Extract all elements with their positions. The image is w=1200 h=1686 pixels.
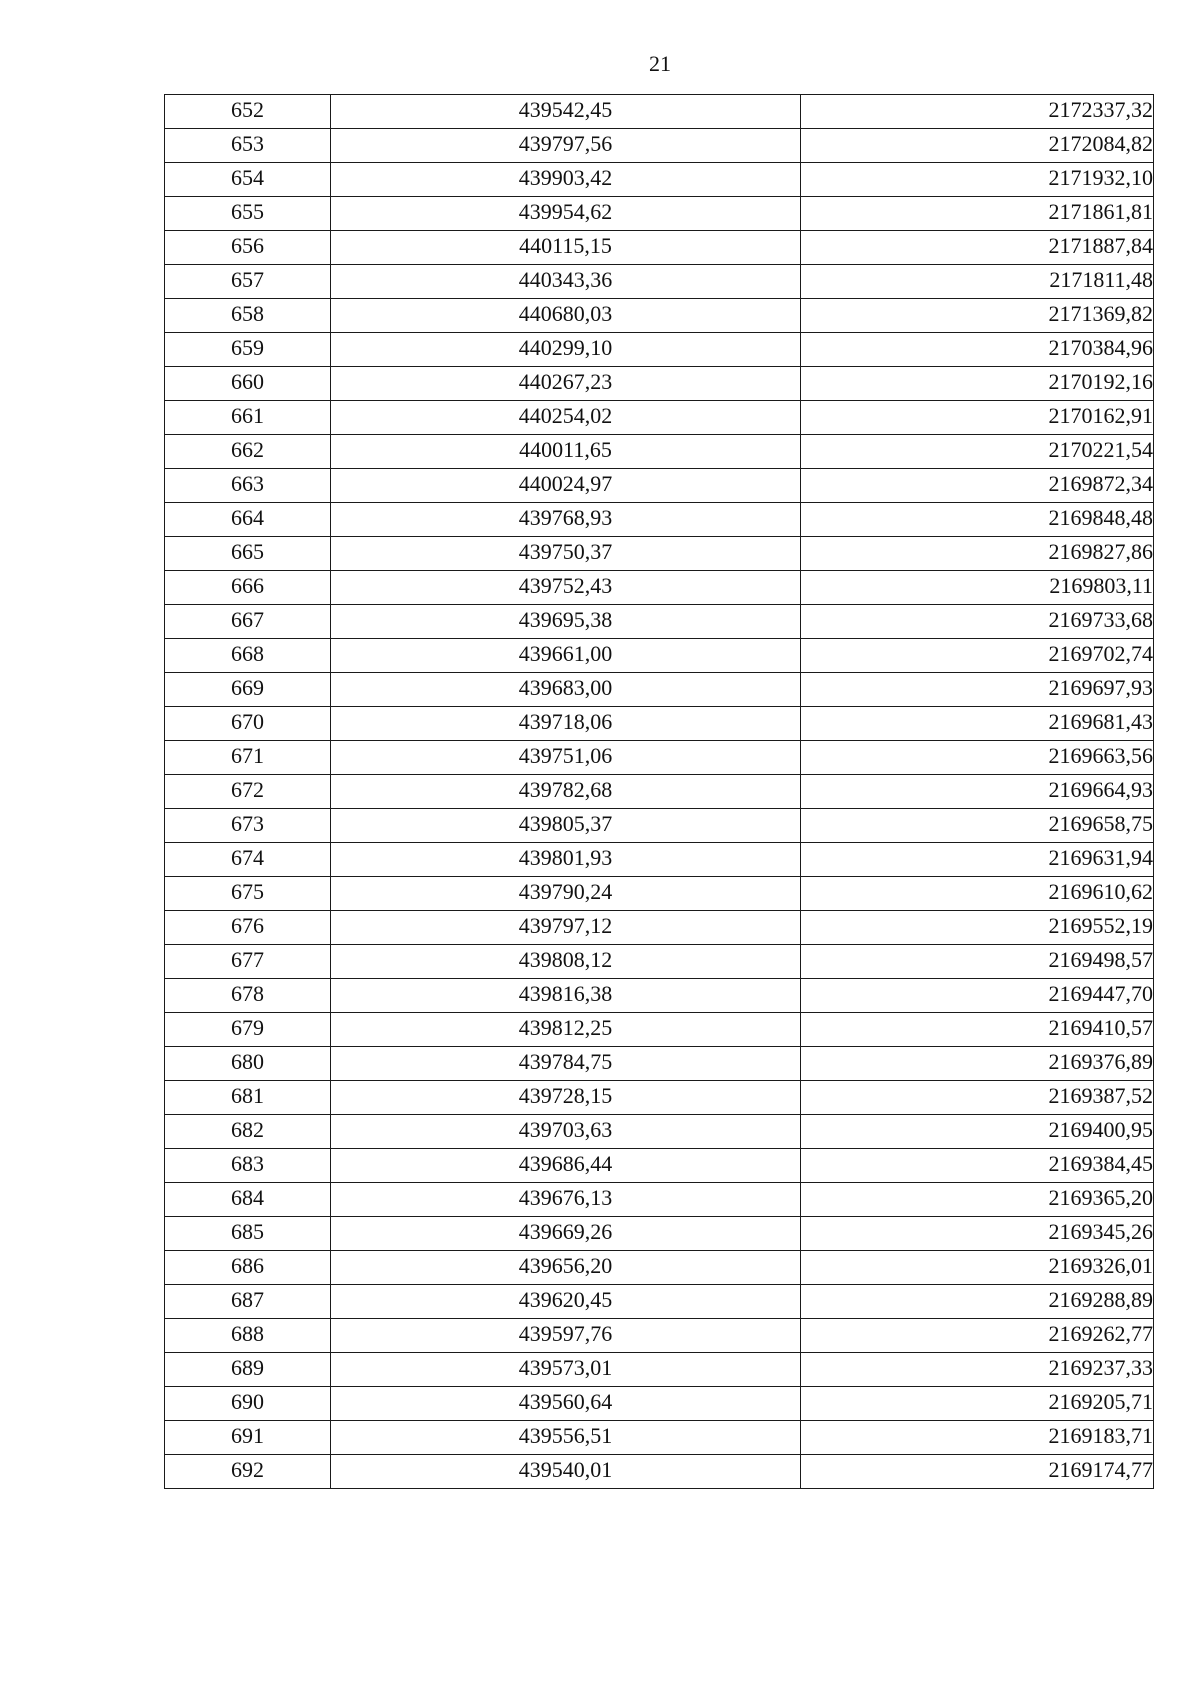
x-coordinate-cell: 439768,93 [331,503,801,537]
x-coordinate-cell: 439686,44 [331,1149,801,1183]
y-coordinate-cell: 2169664,93 [801,775,1154,809]
x-coordinate-cell: 440115,15 [331,231,801,265]
y-coordinate-cell: 2169631,94 [801,843,1154,877]
table-row [165,435,1154,469]
y-coordinate-cell: 2169345,26 [801,1217,1154,1251]
x-coordinate-cell: 439751,06 [331,741,801,775]
x-coordinate-cell: 439560,64 [331,1387,801,1421]
point-number-cell: 665 [165,537,331,571]
x-coordinate-cell: 439816,38 [331,979,801,1013]
x-coordinate-cell: 440011,65 [331,435,801,469]
y-coordinate-cell: 2169376,89 [801,1047,1154,1081]
point-number-cell: 671 [165,741,331,775]
y-coordinate-cell: 2169697,93 [801,673,1154,707]
point-number-cell: 690 [165,1387,331,1421]
table-row [165,1421,1154,1455]
point-number-cell: 672 [165,775,331,809]
x-coordinate-cell: 439661,00 [331,639,801,673]
point-number-cell: 685 [165,1217,331,1251]
y-coordinate-cell: 2169410,57 [801,1013,1154,1047]
y-coordinate-cell: 2170162,91 [801,401,1154,435]
y-coordinate-cell: 2169237,33 [801,1353,1154,1387]
point-number-cell: 682 [165,1115,331,1149]
x-coordinate-cell: 439683,00 [331,673,801,707]
x-coordinate-cell: 440024,97 [331,469,801,503]
x-coordinate-cell: 439676,13 [331,1183,801,1217]
table-row [165,1285,1154,1319]
point-number-cell: 667 [165,605,331,639]
point-number-cell: 686 [165,1251,331,1285]
point-number-cell: 692 [165,1455,331,1489]
point-number-cell: 653 [165,129,331,163]
x-coordinate-cell: 440680,03 [331,299,801,333]
point-number-cell: 673 [165,809,331,843]
y-coordinate-cell: 2169387,52 [801,1081,1154,1115]
table-row [165,129,1154,163]
table-row [165,979,1154,1013]
point-number-cell: 662 [165,435,331,469]
x-coordinate-cell: 439903,42 [331,163,801,197]
page-number: 21 [649,51,671,76]
x-coordinate-cell: 439801,93 [331,843,801,877]
x-coordinate-cell: 439805,37 [331,809,801,843]
table-row [165,333,1154,367]
table-row [165,843,1154,877]
y-coordinate-cell: 2172084,82 [801,129,1154,163]
point-number-cell: 678 [165,979,331,1013]
point-number-cell: 674 [165,843,331,877]
x-coordinate-cell: 439695,38 [331,605,801,639]
table-row [165,469,1154,503]
table-row [165,1319,1154,1353]
x-coordinate-cell: 439728,15 [331,1081,801,1115]
table-row [165,1047,1154,1081]
point-number-cell: 683 [165,1149,331,1183]
x-coordinate-cell: 439597,76 [331,1319,801,1353]
y-coordinate-cell: 2169288,89 [801,1285,1154,1319]
y-coordinate-cell: 2169658,75 [801,809,1154,843]
x-coordinate-cell: 439540,01 [331,1455,801,1489]
table-row [165,299,1154,333]
x-coordinate-cell: 440267,23 [331,367,801,401]
x-coordinate-cell: 439656,20 [331,1251,801,1285]
x-coordinate-cell: 439620,45 [331,1285,801,1319]
point-number-cell: 669 [165,673,331,707]
y-coordinate-cell: 2169872,34 [801,469,1154,503]
table-row [165,1217,1154,1251]
x-coordinate-cell: 439752,43 [331,571,801,605]
x-coordinate-cell: 439954,62 [331,197,801,231]
point-number-cell: 676 [165,911,331,945]
point-number-cell: 657 [165,265,331,299]
table-row [165,1013,1154,1047]
point-number-cell: 660 [165,367,331,401]
y-coordinate-cell: 2169205,71 [801,1387,1154,1421]
table-row [165,673,1154,707]
point-number-cell: 681 [165,1081,331,1115]
x-coordinate-cell: 439718,06 [331,707,801,741]
point-number-cell: 663 [165,469,331,503]
point-number-cell: 670 [165,707,331,741]
y-coordinate-cell: 2169498,57 [801,945,1154,979]
table-row [165,707,1154,741]
y-coordinate-cell: 2169400,95 [801,1115,1154,1149]
y-coordinate-cell: 2170192,16 [801,367,1154,401]
y-coordinate-cell: 2169384,45 [801,1149,1154,1183]
y-coordinate-cell: 2169262,77 [801,1319,1154,1353]
table-row [165,877,1154,911]
table-row [165,605,1154,639]
x-coordinate-cell: 439782,68 [331,775,801,809]
point-number-cell: 684 [165,1183,331,1217]
x-coordinate-cell: 440299,10 [331,333,801,367]
y-coordinate-cell: 2169663,56 [801,741,1154,775]
y-coordinate-cell: 2171811,48 [801,265,1154,299]
x-coordinate-cell: 439812,25 [331,1013,801,1047]
table-row [165,231,1154,265]
point-number-cell: 680 [165,1047,331,1081]
table-row [165,1149,1154,1183]
y-coordinate-cell: 2171861,81 [801,197,1154,231]
point-number-cell: 661 [165,401,331,435]
table-row [165,163,1154,197]
table-row [165,95,1154,129]
point-number-cell: 668 [165,639,331,673]
table-row [165,639,1154,673]
x-coordinate-cell: 439790,24 [331,877,801,911]
y-coordinate-cell: 2169702,74 [801,639,1154,673]
coordinates-table-body [165,95,1154,1489]
table-row [165,809,1154,843]
y-coordinate-cell: 2169610,62 [801,877,1154,911]
y-coordinate-cell: 2169365,20 [801,1183,1154,1217]
table-row [165,1081,1154,1115]
point-number-cell: 654 [165,163,331,197]
y-coordinate-cell: 2170384,96 [801,333,1154,367]
y-coordinate-cell: 2172337,32 [801,95,1154,129]
point-number-cell: 666 [165,571,331,605]
table-row [165,1387,1154,1421]
y-coordinate-cell: 2171887,84 [801,231,1154,265]
y-coordinate-cell: 2171369,82 [801,299,1154,333]
y-coordinate-cell: 2169827,86 [801,537,1154,571]
y-coordinate-cell: 2169183,71 [801,1421,1154,1455]
table-row [165,1251,1154,1285]
coordinates-table [164,94,1154,1489]
x-coordinate-cell: 440343,36 [331,265,801,299]
table-row [165,571,1154,605]
table-row [165,401,1154,435]
table-row [165,911,1154,945]
table-row [165,1353,1154,1387]
point-number-cell: 691 [165,1421,331,1455]
table-row [165,367,1154,401]
table-row [165,503,1154,537]
point-number-cell: 656 [165,231,331,265]
point-number-cell: 664 [165,503,331,537]
point-number-cell: 659 [165,333,331,367]
point-number-cell: 689 [165,1353,331,1387]
table-row [165,537,1154,571]
point-number-cell: 655 [165,197,331,231]
y-coordinate-cell: 2169848,48 [801,503,1154,537]
point-number-cell: 679 [165,1013,331,1047]
y-coordinate-cell: 2169174,77 [801,1455,1154,1489]
x-coordinate-cell: 439797,56 [331,129,801,163]
point-number-cell: 675 [165,877,331,911]
point-number-cell: 688 [165,1319,331,1353]
point-number-cell: 687 [165,1285,331,1319]
x-coordinate-cell: 439669,26 [331,1217,801,1251]
x-coordinate-cell: 439797,12 [331,911,801,945]
y-coordinate-cell: 2169733,68 [801,605,1154,639]
x-coordinate-cell: 439750,37 [331,537,801,571]
point-number-cell: 652 [165,95,331,129]
point-number-cell: 658 [165,299,331,333]
y-coordinate-cell: 2169326,01 [801,1251,1154,1285]
table-row [165,1183,1154,1217]
table-row [165,1115,1154,1149]
y-coordinate-cell: 2169552,19 [801,911,1154,945]
x-coordinate-cell: 439703,63 [331,1115,801,1149]
table-row [165,1455,1154,1489]
x-coordinate-cell: 440254,02 [331,401,801,435]
x-coordinate-cell: 439542,45 [331,95,801,129]
x-coordinate-cell: 439808,12 [331,945,801,979]
y-coordinate-cell: 2169447,70 [801,979,1154,1013]
table-row [165,265,1154,299]
y-coordinate-cell: 2169803,11 [801,571,1154,605]
table-row [165,741,1154,775]
y-coordinate-cell: 2171932,10 [801,163,1154,197]
table-row [165,775,1154,809]
table-row [165,197,1154,231]
x-coordinate-cell: 439556,51 [331,1421,801,1455]
x-coordinate-cell: 439573,01 [331,1353,801,1387]
y-coordinate-cell: 2169681,43 [801,707,1154,741]
point-number-cell: 677 [165,945,331,979]
x-coordinate-cell: 439784,75 [331,1047,801,1081]
table-row [165,945,1154,979]
y-coordinate-cell: 2170221,54 [801,435,1154,469]
